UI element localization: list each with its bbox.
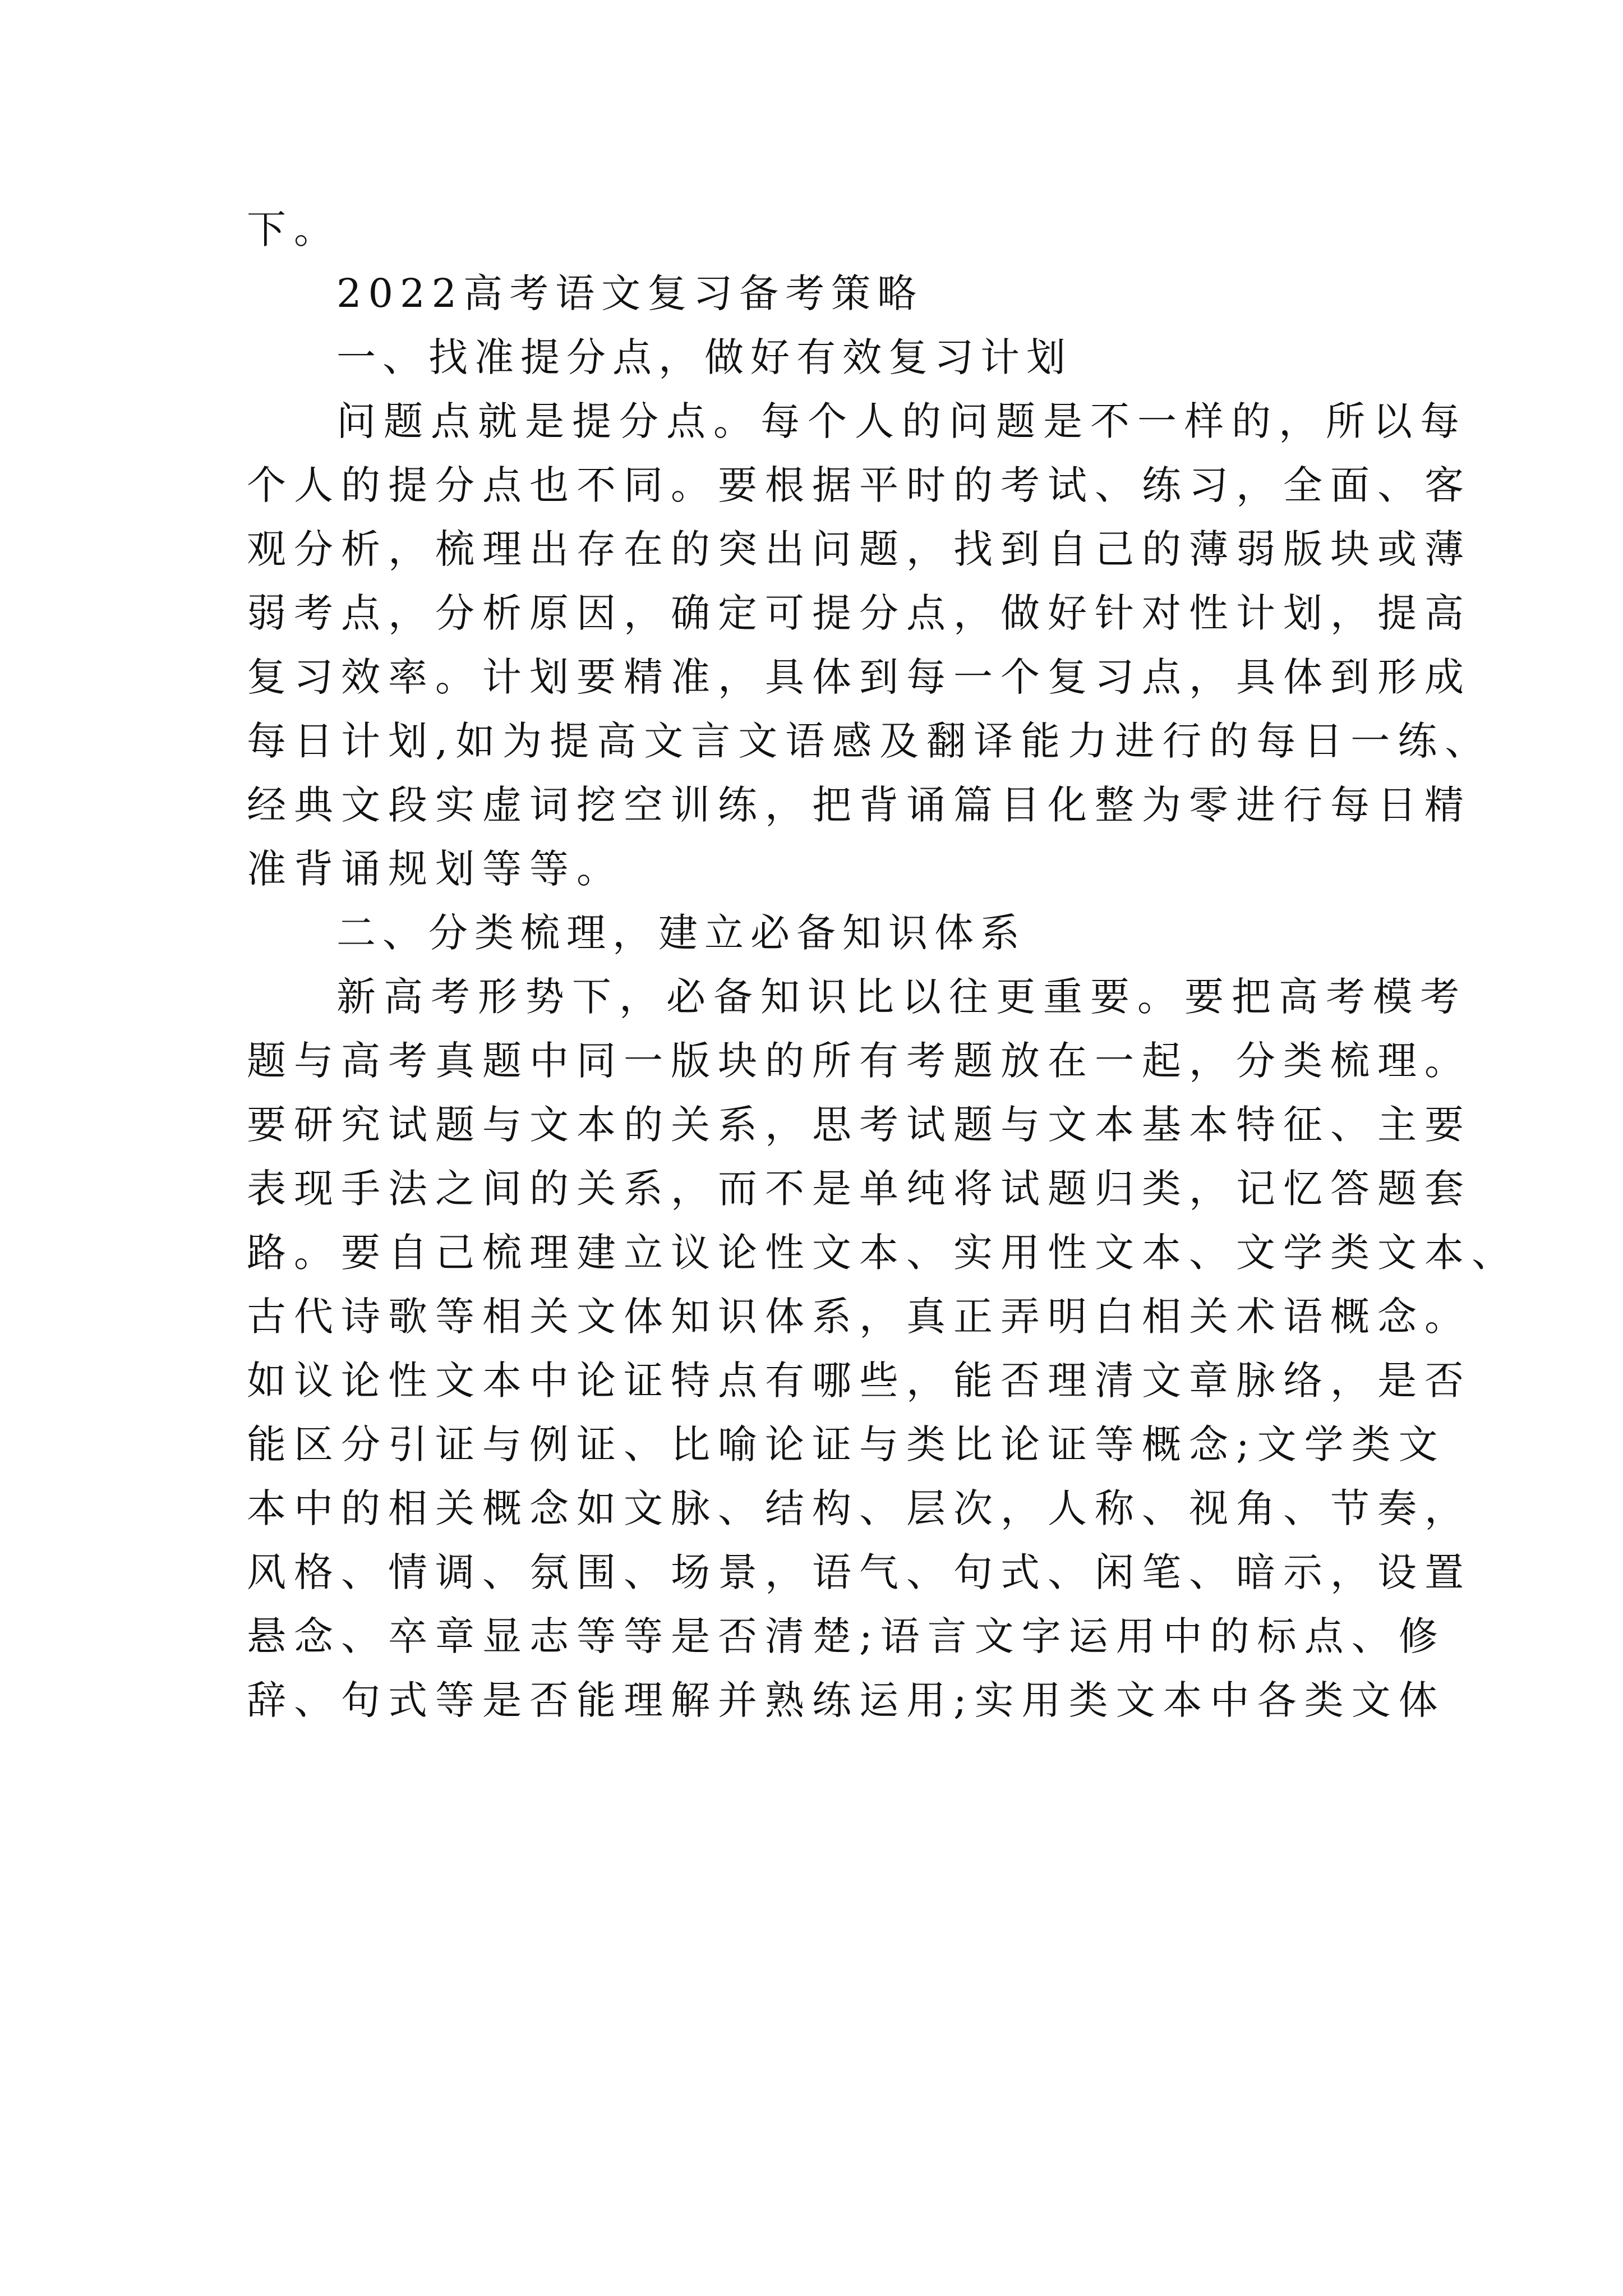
paragraph-line: 要研究试题与文本的关系，思考试题与文本基本特征、主要 [247, 1102, 1472, 1148]
paragraph-line: 准背诵规划等等。 [247, 846, 624, 892]
paragraph-line: 本中的相关概念如文脉、结构、层次，人称、视角、节奏， [247, 1485, 1472, 1531]
paragraph-line: 风格、情调、氛围、场景，语气、句式、闲笔、暗示，设置 [247, 1549, 1472, 1595]
continuation-line: 下。 [247, 206, 341, 252]
section-heading-1: 一、找准提分点，做好有效复习计划 [336, 334, 1072, 380]
paragraph-line: 如议论性文本中论证特点有哪些，能否理清文章脉络，是否 [247, 1358, 1472, 1404]
paragraph-line: 复习效率。计划要精准，具体到每一个复习点，具体到形成 [247, 654, 1472, 700]
document-body [247, 197, 1519, 1732]
paragraph-line: 路。要自己梳理建立议论性文本、实用性文本、文学类文本、 [247, 1230, 1519, 1276]
paragraph-line: 辞、句式等是否能理解并熟练运用;实用类文本中各类文体 [247, 1677, 1446, 1723]
paragraph-line: 观分析，梳理出存在的突出问题，找到自己的薄弱版块或薄 [247, 526, 1472, 572]
paragraph-line: 经典文段实虚词挖空训练，把背诵篇目化整为零进行每日精 [247, 782, 1472, 828]
document-title: 2022高考语文复习备考策略 [336, 270, 924, 316]
paragraph-line: 个人的提分点也不同。要根据平时的考试、练习，全面、客 [247, 462, 1472, 508]
paragraph-line: 古代诗歌等相关文体知识体系，真正弄明白相关术语概念。 [247, 1294, 1472, 1340]
section-heading-2: 二、分类梳理，建立必备知识体系 [336, 910, 1026, 956]
paragraph-line: 表现手法之间的关系，而不是单纯将试题归类，记忆答题套 [247, 1166, 1472, 1212]
paragraph-line: 弱考点，分析原因，确定可提分点，做好针对性计划，提高 [247, 590, 1472, 636]
paragraph-line: 悬念、卒章显志等等是否清楚;语言文字运用中的标点、修 [247, 1613, 1446, 1659]
paragraph-line: 题与高考真题中同一版块的所有考题放在一起，分类梳理。 [247, 1038, 1472, 1084]
paragraph-line: 每日计划,如为提高文言文语感及翻译能力进行的每日一练、 [247, 718, 1492, 764]
paragraph-line: 问题点就是提分点。每个人的问题是不一样的，所以每 [336, 398, 1467, 444]
paragraph-line: 新高考形势下，必备知识比以往更重要。要把高考模考 [336, 974, 1467, 1020]
paragraph-line: 能区分引证与例证、比喻论证与类比论证等概念;文学类文 [247, 1421, 1446, 1467]
